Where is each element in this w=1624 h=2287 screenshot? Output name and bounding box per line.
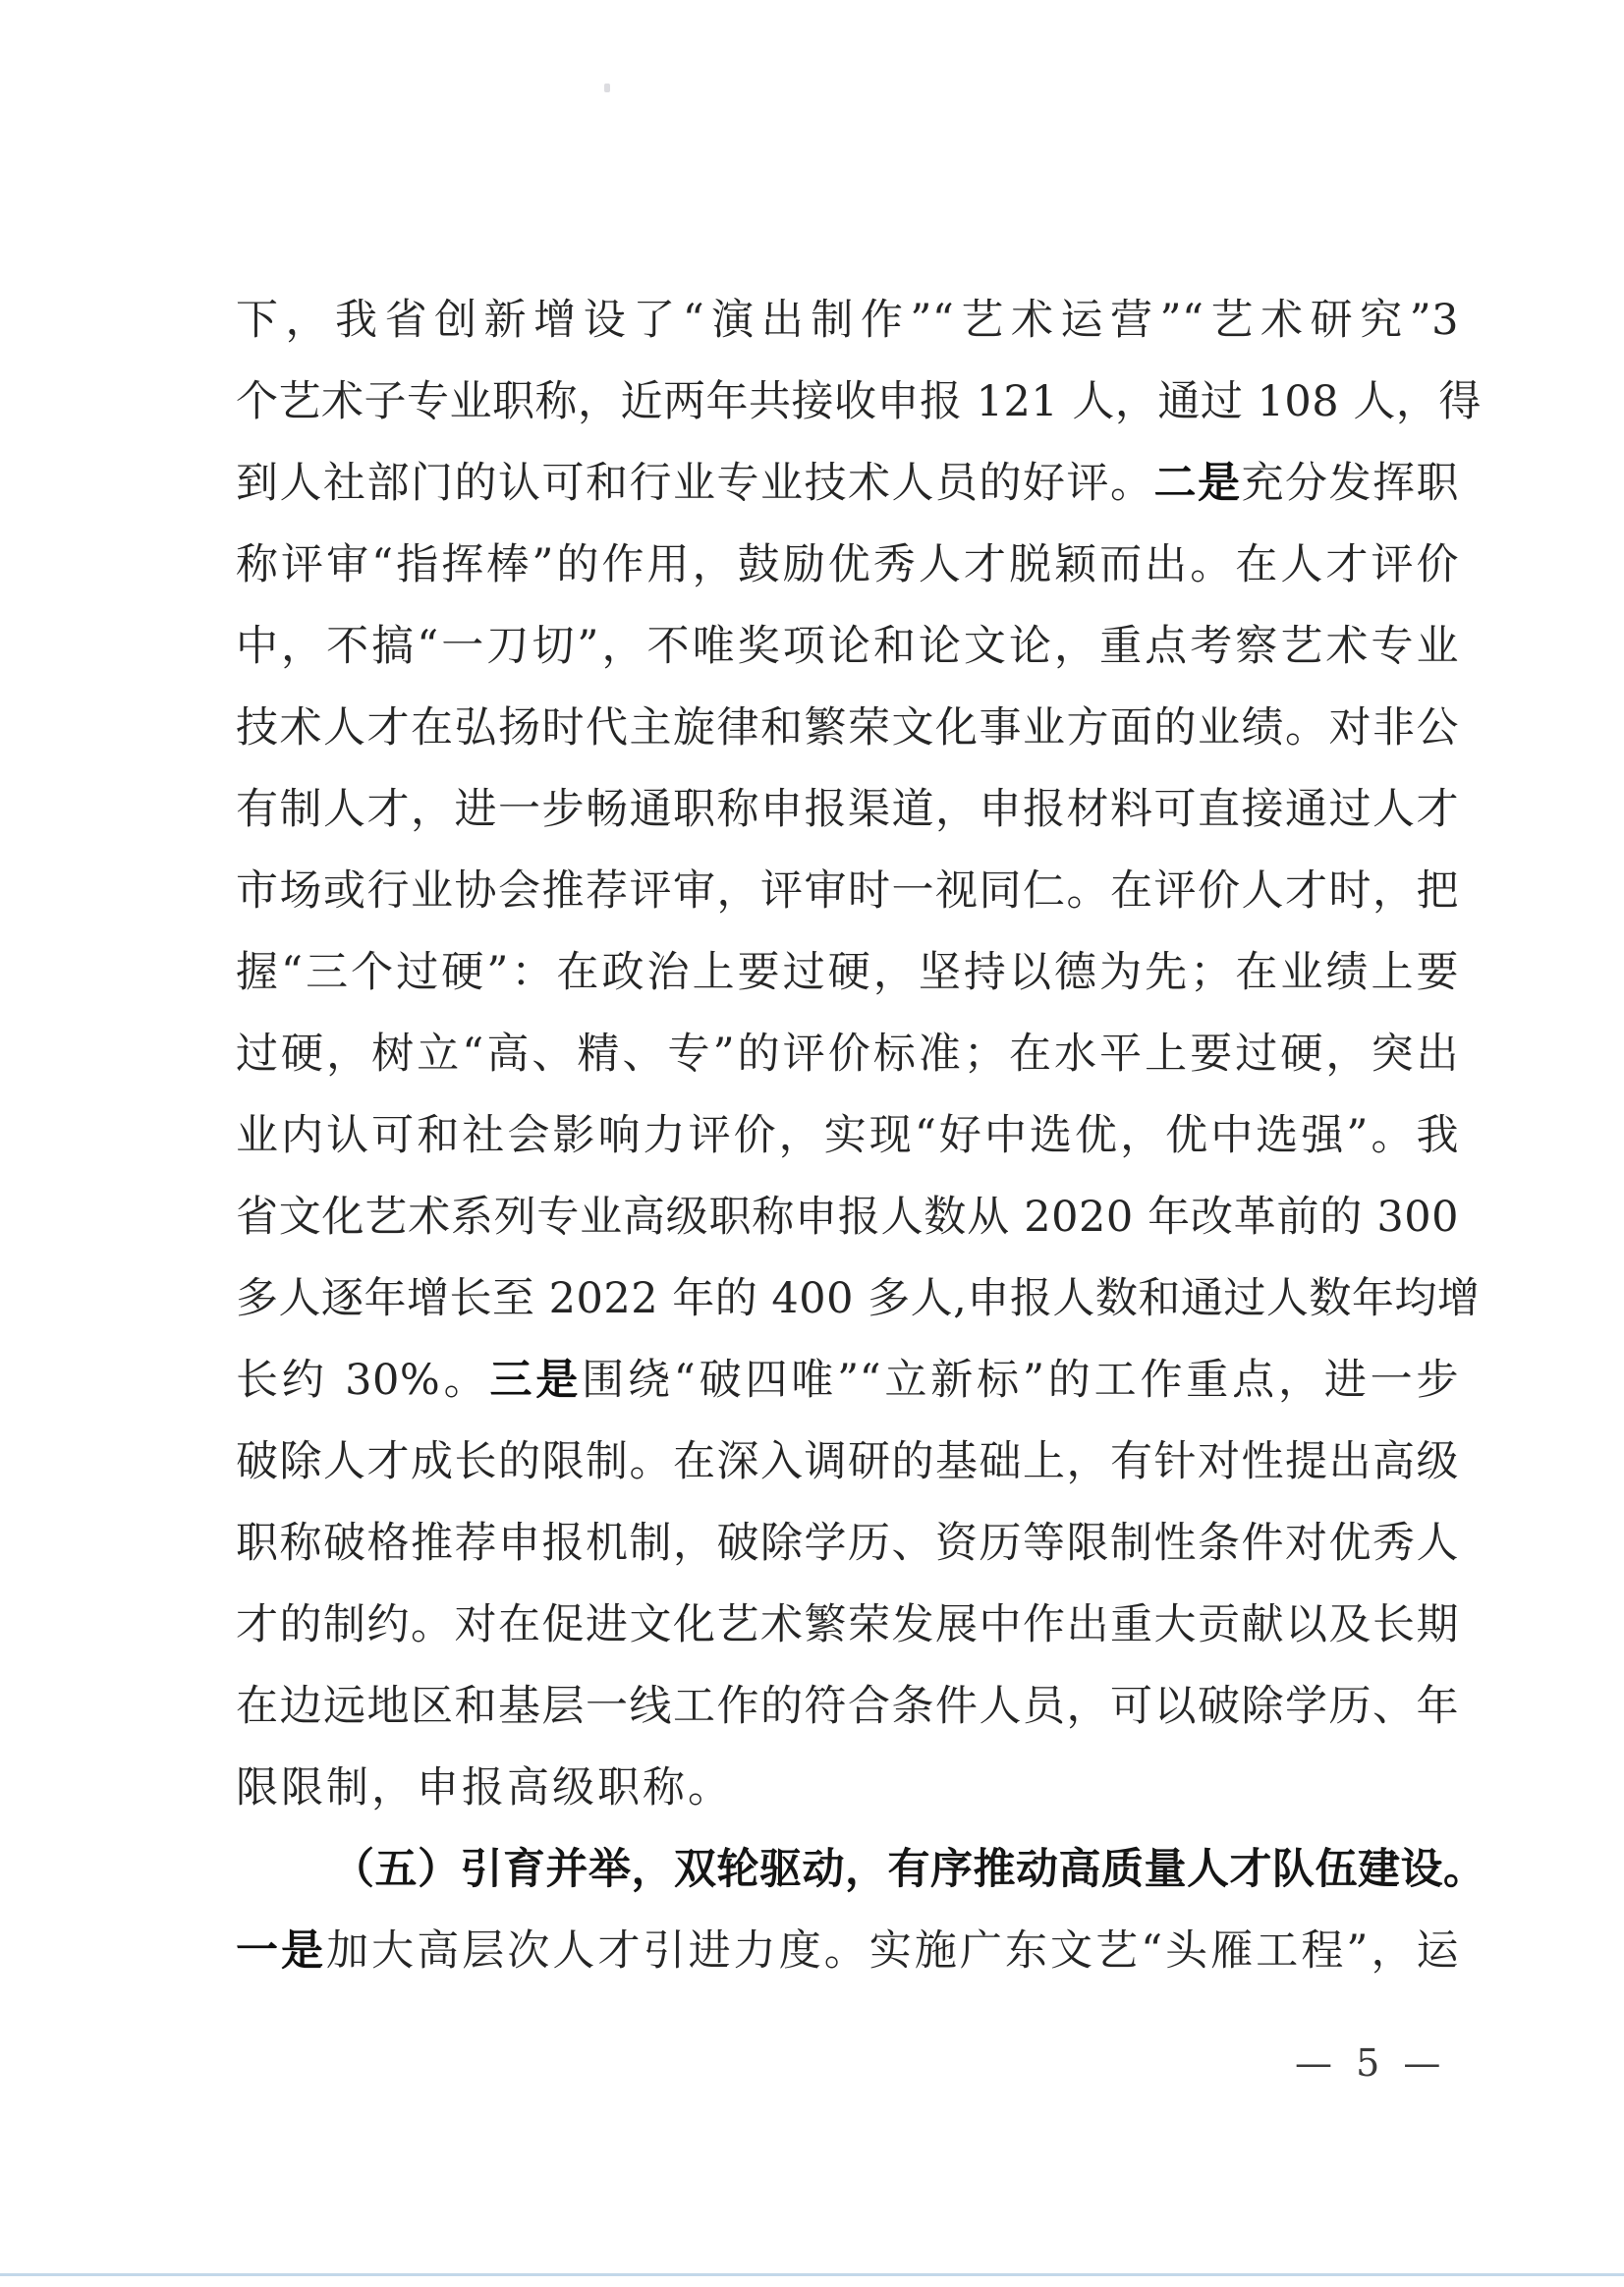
text-segment: 围绕“破四唯”“立新标”的工作重点，进一步 [582,1356,1459,1405]
text-line [236,525,1459,606]
text-segment: 过硬，树立“高、精、专”的评价标准；在水平上要过硬，突出 [236,1030,1459,1079]
text-segment: 到人社部门的认可和行业专业技术人员的好评。 [236,459,1154,508]
text-segment: 技术人才在弘扬时代主旋律和繁荣文化事业方面的业绩。对非公 [236,703,1459,753]
text-line [236,606,1459,688]
text-line [236,1095,1459,1177]
scan-speck-artifact [604,84,610,92]
emphasis-text: 一是 [236,1926,327,1976]
text-line [236,1422,1459,1503]
text-segment: 充分发挥职 [1241,459,1459,508]
text-segment: 在边远地区和基层一线工作的符合条件人员，可以破除学历、年 [236,1682,1459,1731]
emphasis-text: 二是 [1153,459,1242,508]
text-segment: 限限制，申报高级职称。 [236,1763,733,1813]
text-segment: 市场或行业协会推荐评审，评审时一视同仁。在评价人才时，把 [236,866,1459,916]
text-segment: 职称破格推荐申报机制，破除学历、资历等限制性条件对优秀人 [236,1519,1459,1568]
text-segment: 称评审“指挥棒”的作用，鼓励优秀人才脱颖而出。在人才评价 [236,540,1459,589]
text-segment: 多人逐年增长至 2022 年的 400 多人,申报人数和通过人数年均增 [236,1274,1481,1323]
page-number: — 5 — [1295,2041,1447,2085]
text-line [236,1258,1481,1340]
text-line [236,280,1459,362]
text-line [236,1585,1459,1666]
text-segment: 个艺术子专业职称，近两年共接收申报 121 人，通过 108 人，得 [236,377,1482,426]
document-body [236,280,1486,1992]
text-line [236,443,1459,525]
scan-artifact-line [0,2273,1624,2276]
text-segment: 破除人才成长的限制。在深入调研的基础上，有针对性提出高级 [236,1437,1459,1486]
text-segment: 加大高层次人才引进力度。实施广东文艺“头雁工程”，运 [326,1926,1460,1976]
text-segment: 才的制约。对在促进文化艺术繁荣发展中作出重大贡献以及长期 [236,1600,1459,1649]
text-line [236,1340,1459,1422]
text-line [236,1503,1459,1585]
text-segment: 长约 30%。 [236,1356,490,1405]
text-line [236,1177,1459,1258]
text-line [236,1014,1459,1095]
text-segment: 中，不搞“一刀切”，不唯奖项论和论文论，重点考察艺术专业 [236,622,1459,671]
text-line [236,932,1459,1014]
text-segment: 有制人才，进一步畅通职称申报渠道，申报材料可直接通过人才 [236,785,1459,834]
text-line [236,1666,1459,1748]
text-segment: 业内认可和社会影响力评价，实现“好中选优，优中选强”。我 [236,1111,1459,1160]
emphasis-text: （五）引育并举，双轮驱动，有序推动高质量人才队伍建设。 [332,1845,1486,1894]
text-segment: 下，我省创新增设了“演出制作”“艺术运营”“艺术研究”3 [236,296,1459,345]
text-line [236,1748,1459,1829]
text-line [236,1911,1459,1992]
text-line [236,362,1482,443]
text-line [236,688,1459,769]
text-line [236,851,1459,932]
text-line [236,769,1459,851]
text-segment: 握“三个过硬”：在政治上要过硬，坚持以德为先；在业绩上要 [236,948,1459,997]
paragraph-heading-line [236,1829,1486,1911]
text-segment: 省文化艺术系列专业高级职称申报人数从 2020 年改革前的 300 [236,1193,1459,1242]
emphasis-text: 三是 [489,1356,583,1405]
